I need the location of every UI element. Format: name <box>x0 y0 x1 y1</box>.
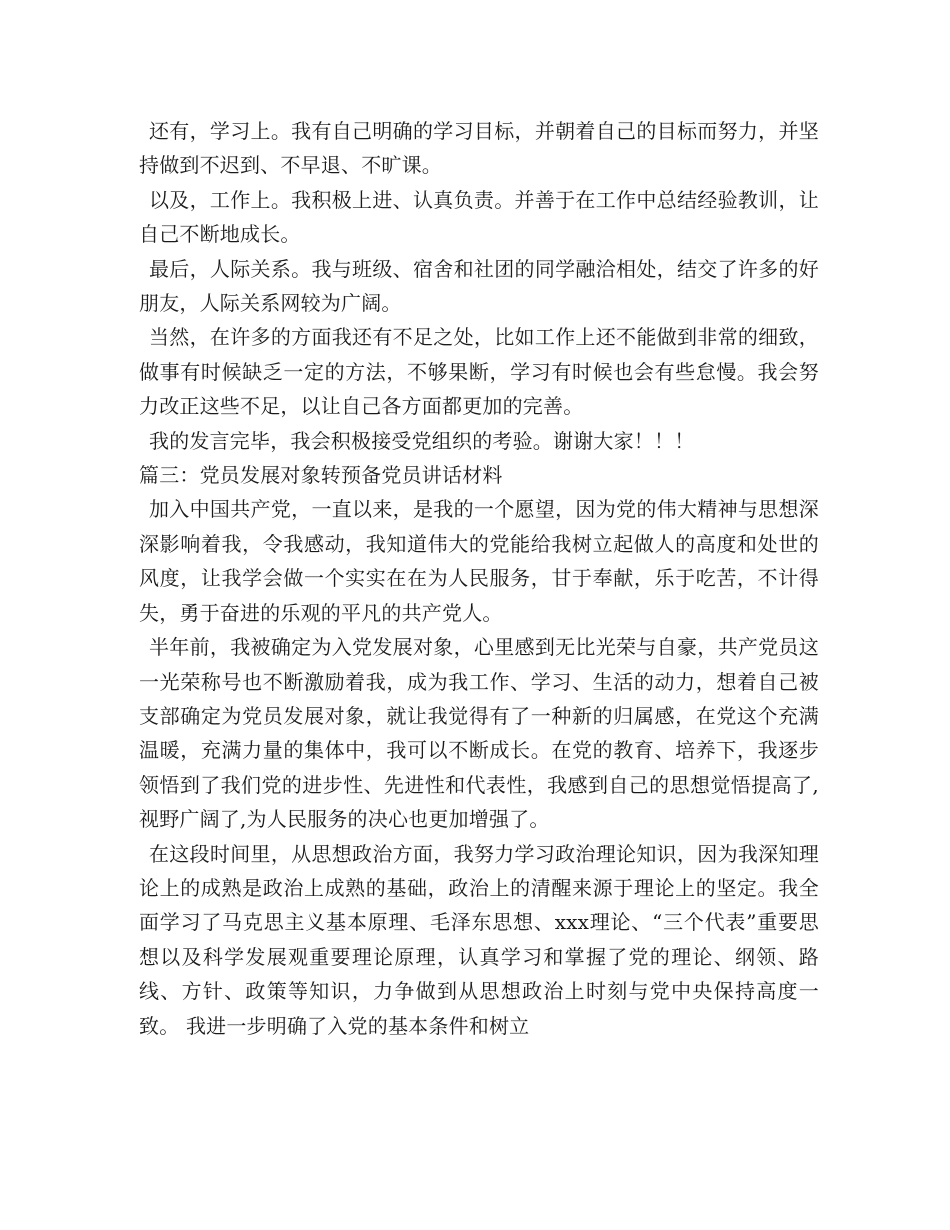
paragraph-work: 以及，工作上。我积极上进、认真负责。并善于在工作中总结经验教训，让自己不断地成长。 <box>139 187 819 247</box>
section-heading: 篇三：党员发展对象转预备党员讲话材料 <box>139 463 503 488</box>
paragraph-half-year: 半年前，我被确定为入党发展对象，心里感到无比光荣与自豪，共产党员这一光荣称号也不断激励着我，成为我工作、学习、生活的动力，想着自己被支部确定为党员发展对象，就让我觉得有了一种新的归属感，在党这个充满温暖，充满力量的集体中，我可以不断成长。在党的教育、培养下，我逐步领悟到了我们党的进步性、先进性和代表性，我感到自己的思想觉悟提高了,视野广阔了,为人民服务的决心也更加增强了。 <box>139 635 819 832</box>
paragraph-political-study: 在这段时间里，从思想政治方面，我努力学习政治理论知识，因为我深知理论上的成熟是政治上成熟的基础，政治上的清醒来源于理论上的坚定。我全面学习了马克思主义基本原理、毛泽东思想、xxx理论、“三个代表”重要思想以及科学发展观重要理论原理，认真学习和掌握了党的理论、纲领、路线、方针、政策等知识，力争做到从思想政治上时刻与党中央保持高度一致。 我进一步明确了入党的基本条件和树立 <box>139 841 819 1038</box>
paragraph-relationships: 最后，人际关系。我与班级、宿舍和社团的同学融洽相处，结交了许多的好朋友，人际关系网较为广阔。 <box>139 256 819 316</box>
paragraph-study: 还有，学习上。我有自己明确的学习目标，并朝着自己的目标而努力，并坚持做到不迟到、不早退、不旷课。 <box>139 119 819 178</box>
paragraph-shortcomings: 当然，在许多的方面我还有不足之处，比如工作上还不能做到非常的细致，做事有时候缺乏一定的方法，不够果断，学习有时候也会有些怠慢。我会努力改正这些不足，以让自己各方面都更加的完善。 <box>139 325 819 419</box>
paragraph-aspiration: 加入中国共产党，一直以来，是我的一个愿望，因为党的伟大精神与思想深深影响着我，令我感动，我知道伟大的党能给我树立起做人的高度和处世的风度，让我学会做一个实实在在为人民服务，甘于奉献，乐于吃苦，不计得失，勇于奋进的乐观的平凡的共产党人。 <box>139 497 819 625</box>
document-body <box>139 114 819 1043</box>
paragraph-closing: 我的发言完毕，我会积极接受党组织的考验。谢谢大家！！！ <box>149 428 695 453</box>
